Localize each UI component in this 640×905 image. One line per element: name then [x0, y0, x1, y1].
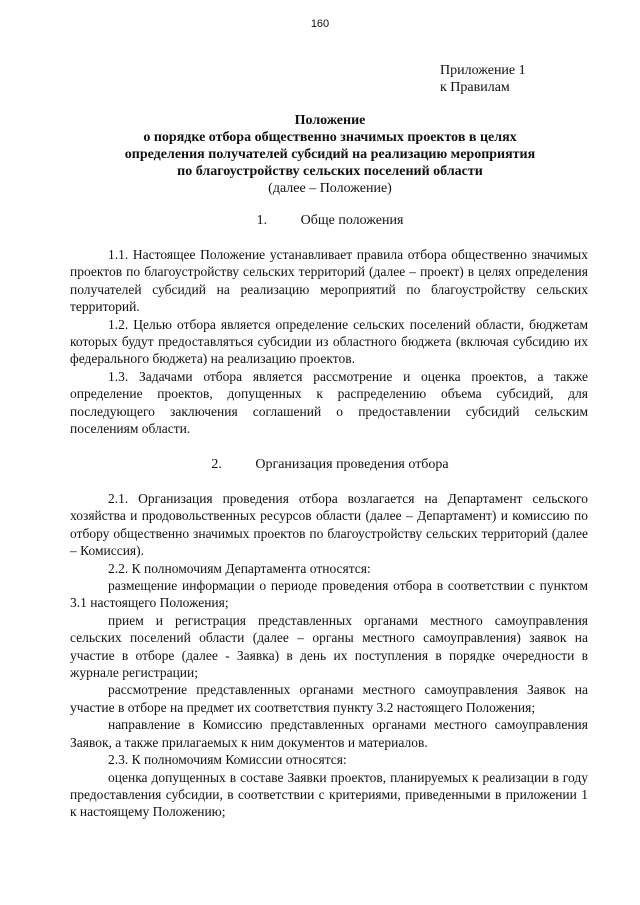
paragraph: 2.1. Организация проведения отбора возлагается на Департамент сельского хозяйства и продовольственных ресурсов области (далее – Департамент) и комиссию по отбору общественно значимых проектов по благоустройству сельских территорий (далее – Комиссия). — [70, 491, 588, 559]
page-number: 160 — [310, 18, 330, 30]
appendix-line: Приложение 1 — [440, 63, 526, 78]
paragraph: оценка допущенных в составе Заявки проектов, планируемых к реализации в году предоставления субсидии, в соответствии с критериями, приведенными в приложении 1 к настоящему Положению; — [70, 769, 588, 820]
title-line: определения получателей субсидий на реализацию мероприятия — [124, 147, 536, 162]
title-line: по благоустройству сельских поселений области — [177, 164, 483, 179]
paragraph: 1.2. Целью отбора является определение сельских поселений области, бюджетам которых будут предоставляться субсидии из областного бюджета (включая субсидию их федерального бюджета) на реализацию проектов. — [70, 316, 588, 367]
paragraph: 1.3. Задачами отбора является рассмотрение и оценка проектов, а также определение проектов, допущенных к распределению объема субсидий, для последующего заключения соглашений о предоставлении субсидий сельским поселениям области. — [70, 368, 588, 437]
section-number: 2. — [211, 457, 222, 472]
paragraph: 1.1. Настоящее Положение устанавливает правила отбора общественно значимых проектов по благоустройству сельских территорий (далее – проект) в целях определения получателей субсидий на реализацию мероприятий по благоустройству сельских территорий. — [70, 247, 588, 315]
paragraph: 2.2. К полномочиям Департамента относятся: — [108, 560, 371, 576]
paragraph: размещение информации о периоде проведения отбора в соответствии с пунктом 3.1 настоящего Положения; — [70, 578, 588, 611]
section-2-body — [70, 490, 588, 821]
section-title: Организация проведения отбора — [255, 457, 449, 472]
paragraph: прием и регистрация представленных органами местного самоуправления сельских поселений области (далее – органы местного самоуправления) заявок на участие в отборе (далее - Заявка) в день их поступления в порядке очередности в журнале регистрации; — [70, 612, 588, 681]
paragraph: 2.3. К полномочиям Комиссии относятся: — [108, 752, 347, 768]
section-title: Обще положения — [300, 213, 404, 228]
paragraph: рассмотрение представленных органами местного самоуправления Заявок на участие в отборе на предмет их соответствия пункту 3.2 настоящего Положения; — [70, 682, 588, 715]
appendix-line: к Правилам — [440, 80, 510, 95]
appendix-reference — [440, 62, 526, 96]
section-1-body — [70, 246, 588, 437]
paragraph: направление в Комиссию представленных органами местного самоуправления Заявок, а также прилагаемых к ним документов и материалов. — [70, 717, 588, 750]
title-line: Положение — [294, 113, 366, 128]
title-line: (далее – Положение) — [268, 181, 392, 196]
section-2-heading — [70, 456, 590, 473]
title-line: о порядке отбора общественно значимых проектов в целях — [143, 130, 517, 145]
document-title — [70, 112, 590, 197]
section-number: 1. — [256, 213, 268, 228]
section-1-heading — [70, 212, 590, 229]
